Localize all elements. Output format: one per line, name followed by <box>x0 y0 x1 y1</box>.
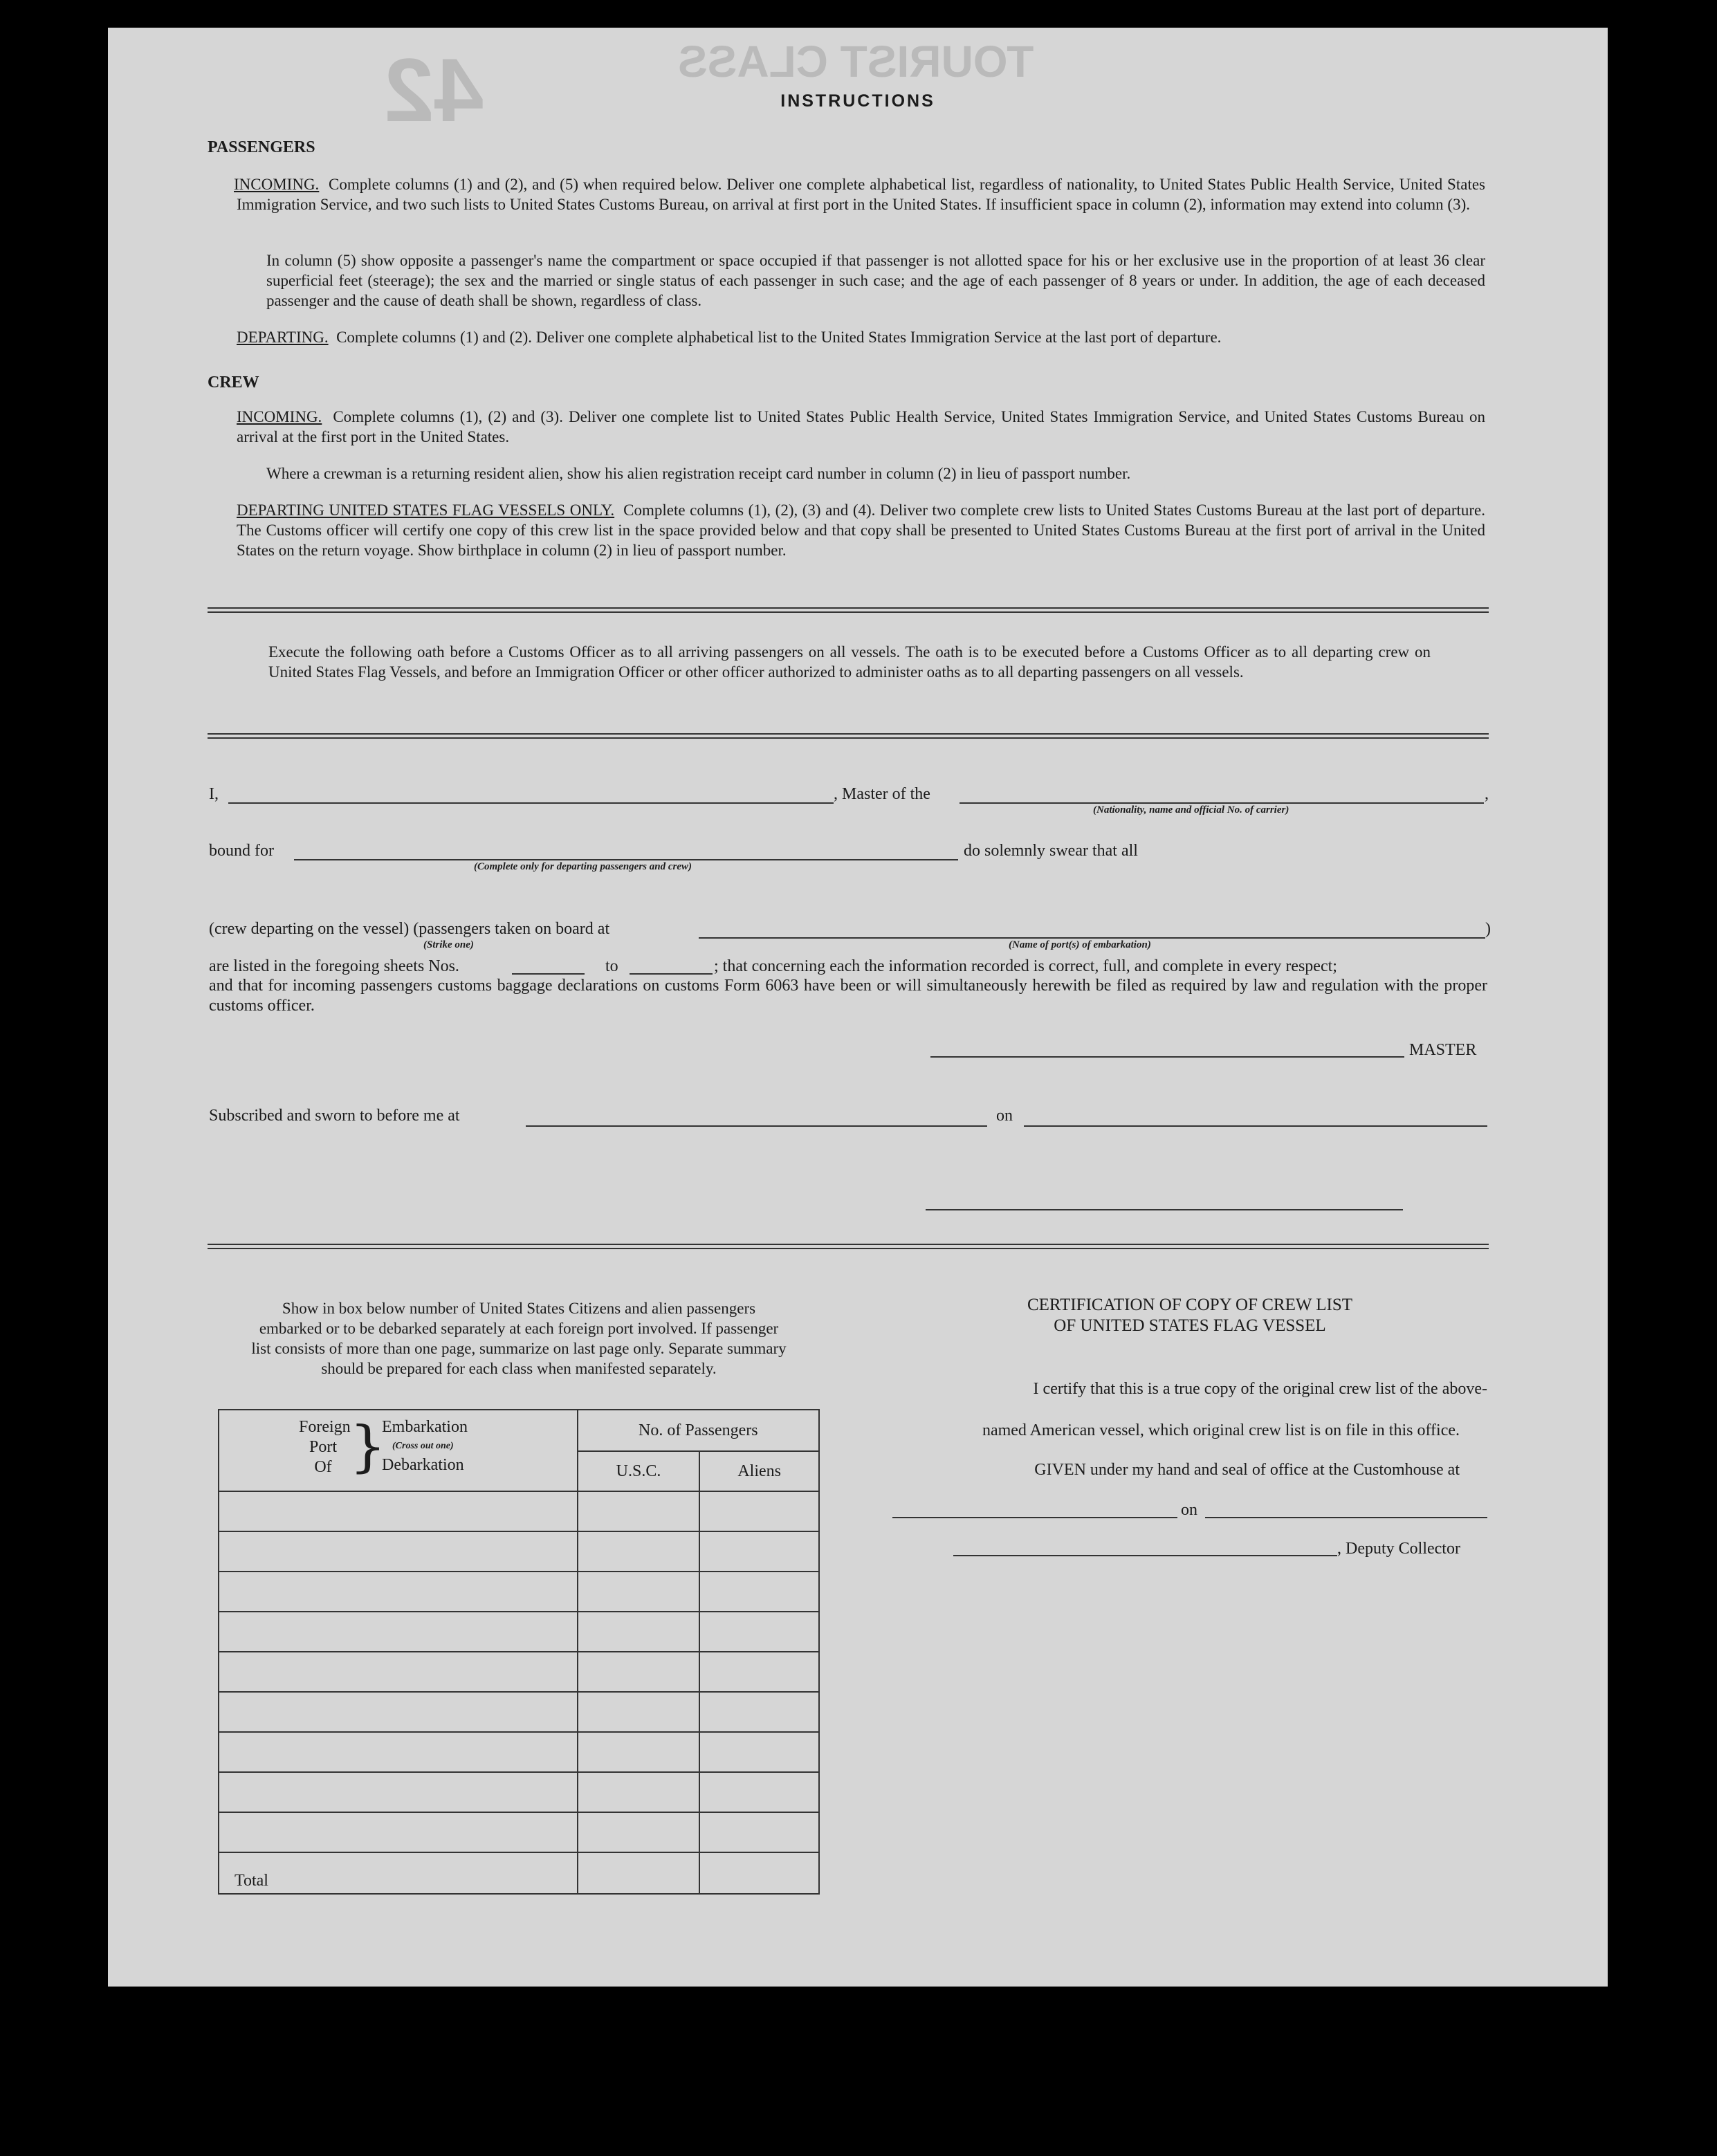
embarkation-label: Embarkation <box>382 1418 468 1436</box>
aliens-cell[interactable] <box>699 1772 819 1812</box>
crew-departing-text: Complete columns (1), (2), (3) and (4). Deliver two complete crew lists to United States Customs Bureau at the last port of departure. The Customs officer will certify one copy of this crew list in the space provided below and that copy shall be presented to United States Customs Bureau at the first port of arrival in the United States on the return voyage. Show birthplace in column (2) in lieu of passport number. <box>237 501 1486 559</box>
sheet-to-line[interactable] <box>630 973 713 975</box>
usc-cell[interactable] <box>578 1531 700 1572</box>
total-label: Total <box>219 1852 578 1894</box>
crew-crewman-paragraph: Where a crewman is a returning resident alien, show his alien registration receipt card number in column (2) in lieu of passport number. <box>266 465 1131 482</box>
certification-line-2: named American vessel, which original crew list is on file in this office. <box>982 1421 1460 1439</box>
port-header-cell <box>219 1410 578 1491</box>
customhouse-line[interactable] <box>892 1517 1177 1518</box>
sworn-on-label: on <box>996 1107 1013 1125</box>
port-cell[interactable] <box>219 1491 578 1531</box>
of-label: Of <box>314 1458 332 1476</box>
certification-title-line-2: OF UNITED STATES FLAG VESSEL <box>1054 1316 1326 1335</box>
foreign-label: Foreign <box>299 1418 351 1436</box>
passengers-incoming-paragraph <box>234 174 1485 214</box>
carrier-caption: (Nationality, name and official No. of carrier) <box>1093 804 1289 816</box>
certification-line-1: I certify that this is a true copy of the original crew list of the above- <box>1033 1380 1487 1398</box>
aliens-cell[interactable] <box>699 1732 819 1772</box>
oath-i-label: I, <box>209 785 219 803</box>
aliens-cell[interactable] <box>699 1531 819 1572</box>
aliens-header: Aliens <box>699 1451 819 1491</box>
passengers-departing-paragraph <box>237 327 1485 347</box>
certification-title-line-1: CERTIFICATION OF COPY OF CREW LIST <box>1027 1296 1353 1314</box>
cross-out-label: (Cross out one) <box>392 1441 454 1451</box>
brace-icon: } <box>349 1414 387 1479</box>
summary-intro: Show in box below number of United States Citizens and alien passengers embarked or to be debarked separately at each foreign port involved. If passenger list consists of more than one page, summarize on last page only. Separate summary should be prepared for each class when manifested separately. <box>251 1300 787 1377</box>
passenger-summary-table <box>218 1409 820 1895</box>
usc-total-cell[interactable] <box>578 1852 700 1894</box>
port-cell[interactable] <box>219 1652 578 1692</box>
aliens-cell[interactable] <box>699 1812 819 1852</box>
listed-text-1: are listed in the foregoing sheets Nos. <box>209 957 459 975</box>
passengers-column5-paragraph: In column (5) show opposite a passenger's name the compartment or space occupied if that passenger is not allotted space for his or her exclusive use in the proportion of at least 36 clear superficial feet (steerage); the sex and the married or single status of each passenger in such case; and the age of each passenger of 8 years or under. In addition, the age of each deceased passenger and the cause of death shall be shown, regardless of class. <box>266 252 1485 309</box>
bound-for-caption: (Complete only for departing passengers and crew) <box>474 861 692 872</box>
aliens-cell[interactable] <box>699 1652 819 1692</box>
passengers-departing-text: Complete columns (1) and (2). Deliver one complete alphabetical list to the United States Immigration Service at the last port of departure. <box>336 329 1222 346</box>
port-embarkation-line[interactable] <box>699 937 1485 939</box>
usc-header: U.S.C. <box>578 1451 700 1491</box>
port-cell[interactable] <box>219 1612 578 1652</box>
master-signature-line[interactable] <box>930 1056 1404 1058</box>
port-cell[interactable] <box>219 1531 578 1572</box>
crew-heading: CREW <box>208 374 259 391</box>
passengers-heading: PASSENGERS <box>208 138 315 156</box>
instructions-title: INSTRUCTIONS <box>780 91 935 111</box>
strike-one-caption: (Strike one) <box>423 939 474 950</box>
port-cell[interactable] <box>219 1572 578 1612</box>
certification-date-line[interactable] <box>1205 1517 1487 1518</box>
listed-text-2: ; that concerning each the information recorded is correct, full, and complete in every respect; <box>714 957 1337 975</box>
usc-cell[interactable] <box>578 1692 700 1732</box>
port-cell[interactable] <box>219 1772 578 1812</box>
crew-incoming-text: Complete columns (1), (2) and (3). Deliver one complete list to United States Public Health Service, United States Immigration Service, and United States Customs Bureau on arrival at the first port in the United States. <box>237 408 1485 445</box>
port-cell[interactable] <box>219 1692 578 1732</box>
carrier-line[interactable] <box>960 802 1484 804</box>
sworn-place-line[interactable] <box>526 1125 987 1127</box>
master-of-label: , Master of the <box>834 785 930 803</box>
subscribed-label: Subscribed and sworn to before me at <box>209 1107 460 1125</box>
oath-intro: Execute the following oath before a Customs Officer as to all arriving passengers on all vessels. The oath is to be executed before a Customs Officer as to all departing crew on United States Flag Vessels, and before an Immigration Officer or other officer authorized to administer oaths as to all departing passengers on all vessels. <box>268 643 1431 681</box>
certification-line-3: GIVEN under my hand and seal of office at the Customhouse at <box>1034 1461 1460 1479</box>
usc-cell[interactable] <box>578 1491 700 1531</box>
usc-cell[interactable] <box>578 1732 700 1772</box>
crew-departing-label: DEPARTING UNITED STATES FLAG VESSELS ONLY. <box>237 501 615 519</box>
deputy-signature-line[interactable] <box>953 1555 1337 1556</box>
divider-line <box>208 1244 1489 1249</box>
crew-passengers-text: (crew departing on the vessel) (passengers taken on board at <box>209 920 610 938</box>
debarkation-label: Debarkation <box>382 1456 464 1474</box>
deputy-collector-label: , Deputy Collector <box>1337 1540 1460 1558</box>
divider-line <box>208 733 1489 739</box>
port-cell[interactable] <box>219 1812 578 1852</box>
crew-departing-paragraph <box>237 500 1485 560</box>
aliens-cell[interactable] <box>699 1572 819 1612</box>
usc-cell[interactable] <box>578 1572 700 1612</box>
divider-line <box>208 607 1489 613</box>
sworn-date-line[interactable] <box>1024 1125 1487 1127</box>
close-paren: ) <box>1485 920 1491 938</box>
aliens-cell[interactable] <box>699 1692 819 1732</box>
passengers-incoming-text: Complete columns (1) and (2), and (5) when required below. Deliver one complete alphabetical list, regardless of nationality, to United States Public Health Service, United States Immigration Service, and two such lists to United States Customs Bureau, on arrival at first port in the United States. If insufficient space in column (2), information may extend into column (3). <box>237 176 1485 213</box>
usc-cell[interactable] <box>578 1612 700 1652</box>
listed-text-3: and that for incoming passengers customs baggage declarations on customs Form 6063 have been or will simultaneously herewith be filed as required by law and regulation with the proper customs officer. <box>209 977 1487 1015</box>
usc-cell[interactable] <box>578 1652 700 1692</box>
port-label: Port <box>309 1438 337 1456</box>
passengers-incoming-label: INCOMING. <box>234 176 320 193</box>
aliens-cell[interactable] <box>699 1491 819 1531</box>
crew-incoming-paragraph <box>237 407 1485 447</box>
aliens-total-cell[interactable] <box>699 1852 819 1894</box>
bound-for-label: bound for <box>209 842 274 860</box>
listed-to-label: to <box>605 957 618 975</box>
swear-text: do solemnly swear that all <box>964 842 1138 860</box>
master-label: MASTER <box>1409 1041 1477 1059</box>
certification-on-label: on <box>1181 1501 1197 1519</box>
usc-cell[interactable] <box>578 1812 700 1852</box>
usc-cell[interactable] <box>578 1772 700 1812</box>
port-caption: (Name of port(s) of embarkation) <box>1009 939 1151 950</box>
crew-incoming-label: INCOMING. <box>237 408 322 425</box>
passengers-departing-label: DEPARTING. <box>237 329 329 346</box>
port-cell[interactable] <box>219 1732 578 1772</box>
carrier-comma: , <box>1485 785 1489 803</box>
officer-signature-line[interactable] <box>926 1209 1403 1210</box>
no-passengers-header: No. of Passengers <box>578 1410 819 1451</box>
sheet-from-line[interactable] <box>512 973 585 975</box>
faded-stamp-number: 42 <box>384 39 484 140</box>
bound-for-line[interactable] <box>294 859 958 860</box>
master-name-line[interactable] <box>228 802 834 804</box>
certification-title <box>906 1295 1473 1336</box>
aliens-cell[interactable] <box>699 1612 819 1652</box>
faded-class-text: TOURIST CLASS <box>678 37 1034 86</box>
